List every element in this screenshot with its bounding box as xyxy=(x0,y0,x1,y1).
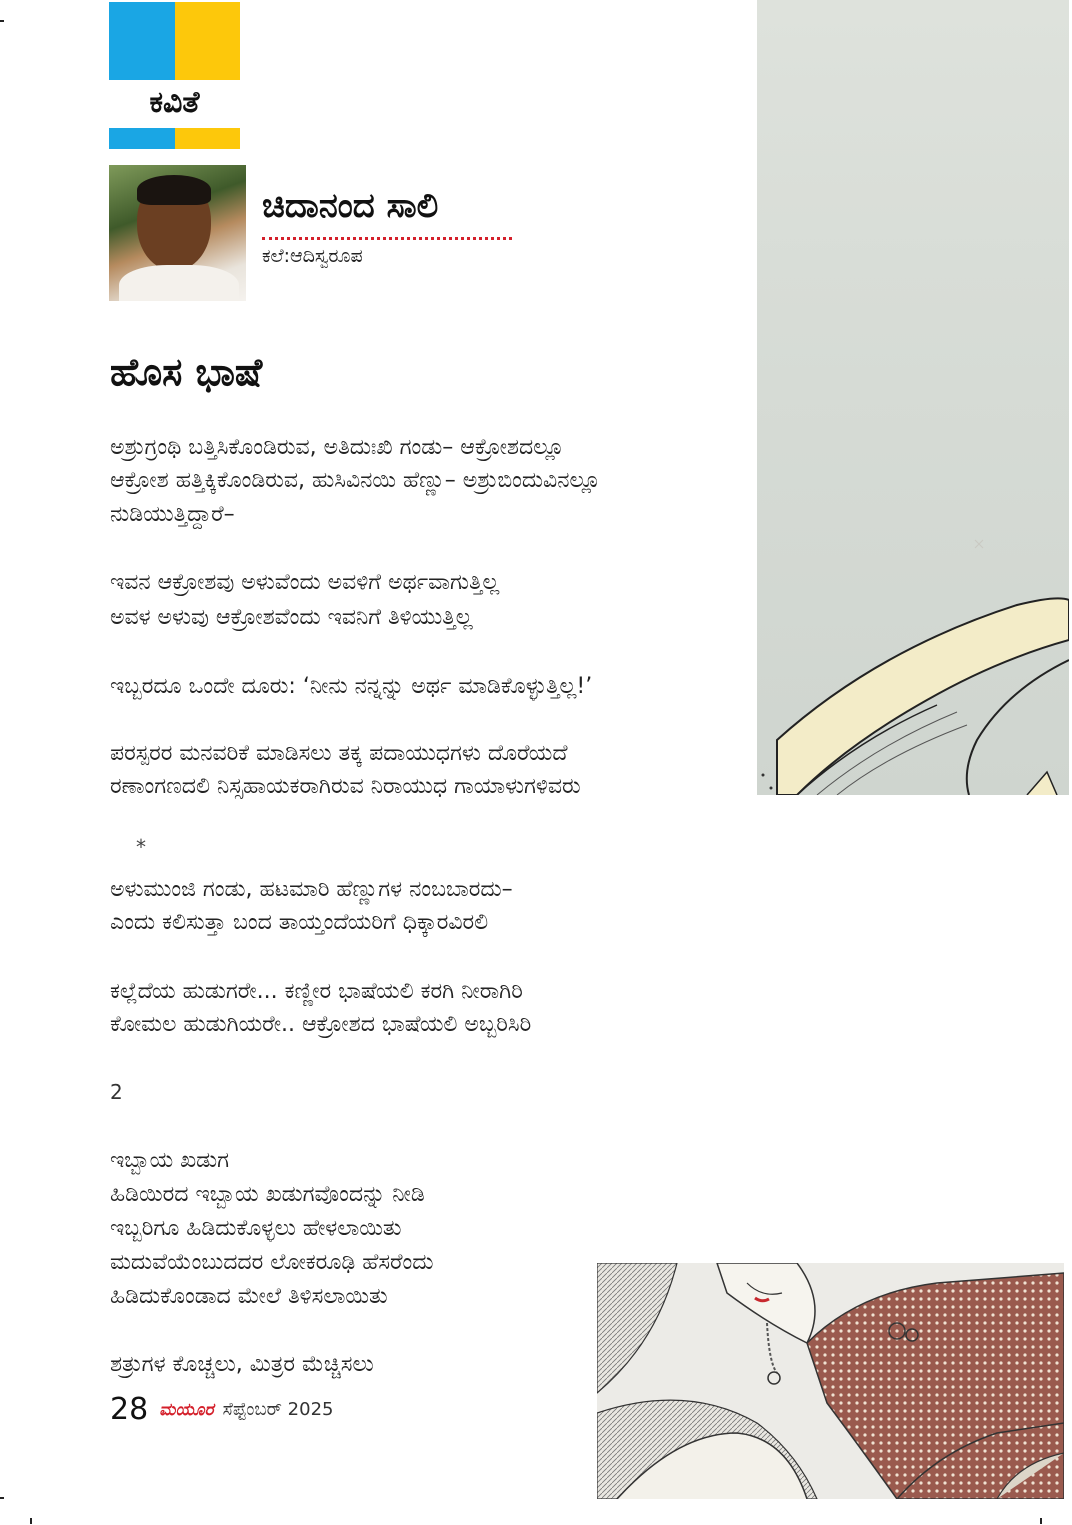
badge-yellow-strip xyxy=(175,128,240,149)
badge-blue-block xyxy=(109,2,175,80)
section-badge-top xyxy=(109,2,240,80)
crop-mark xyxy=(0,20,4,22)
crop-mark xyxy=(1040,1518,1042,1524)
poem-line: ಇವನ ಆಕ್ರೋಶವು ಅಳುವೆಂದು ಅವಳಿಗೆ ಅರ್ಥವಾಗುತ್ತಿಲ್ಲ xyxy=(110,570,500,595)
section-number: 2 xyxy=(110,1080,123,1104)
poem-line: ಪರಸ್ಪರರ ಮನವರಿಕೆ ಮಾಡಿಸಲು ತಕ್ಕ ಪದಾಯುಧಗಳು ದೊರೆಯದೆ xyxy=(110,741,568,766)
badge-blue-strip xyxy=(109,128,175,149)
crop-mark xyxy=(30,1518,32,1524)
poem-line: ಅವಳ ಅಳುವು ಆಕ್ರೋಶವೆಂದು ಇವನಿಗೆ ತಿಳಿಯುತ್ತಿಲ್ಲ xyxy=(110,605,473,630)
illustration-bottom-drawing xyxy=(597,1263,1064,1499)
stanza-separator: * xyxy=(136,835,146,859)
author-shirt xyxy=(119,265,239,301)
poem-line: ಇಬ್ಬರಿಗೂ ಹಿಡಿದುಕೊಳ್ಳಲು ಹೇಳಲಾಯಿತು xyxy=(110,1216,402,1241)
page-number: 28 xyxy=(110,1392,149,1427)
author-name: ಚಿದಾನಂದ ಸಾಲಿ xyxy=(262,186,439,226)
poem-line: ಮದುವೆಯೆಂಬುದದರ ಲೋಕರೂಢಿ ಹೆಸರೆಂದು xyxy=(110,1250,434,1275)
issue-date: ಸೆಪ್ಟೆಂಬರ್ 2025 xyxy=(222,1399,334,1420)
poem-line: ಎಂದು ಕಲಿಸುತ್ತಾ ಬಂದ ತಾಯ್ತಂದೆಯರಿಗೆ ಧಿಕ್ಕಾರವಿರಲಿ xyxy=(110,910,489,935)
author-hair xyxy=(137,175,211,205)
magazine-logo: ಮಯೂರ xyxy=(159,1399,214,1420)
illustration-top-drawing xyxy=(757,0,1069,795)
poem-line: ಕೋಮಲ ಹುಡುಗಿಯರೇ.. ಆಕ್ರೋಶದ ಭಾಷೆಯಲಿ ಅಬ್ಬರಿಸಿರಿ xyxy=(110,1012,532,1037)
art-credit: ಕಲೆ:ಆದಿಸ್ವರೂಪ xyxy=(262,245,363,267)
poem-line: ಹಿಡಿದುಕೊಂಡಾದ ಮೇಲೆ ತಿಳಿಸಲಾಯಿತು xyxy=(110,1284,388,1309)
illustration-top xyxy=(757,0,1069,795)
section-label: ಕವಿತೆ xyxy=(149,85,200,120)
poem-line: ಕಲ್ಲೆದೆಯ ಹುಡುಗರೇ... ಕಣ್ಣೀರ ಭಾಷೆಯಲಿ ಕರಗಿ ನೀರಾಗಿರಿ xyxy=(110,979,523,1004)
poem-title: ಹೊಸ ಭಾಷೆ xyxy=(110,350,263,394)
author-divider xyxy=(262,237,512,240)
poem-line: ಅಶ್ರುಗ್ರಂಥಿ ಬತ್ತಿಸಿಕೊಂಡಿರುವ, ಅತಿದುಃಖಿ ಗಂಡು– ಆಕ್ರೋಶದಲ್ಲೂ xyxy=(110,435,565,460)
poem-line: ಹಿಡಿಯಿರದ ಇಬ್ಬಾಯ ಖಡುಗವೊಂದನ್ನು ನೀಡಿ xyxy=(110,1182,425,1207)
section-badge-bottom xyxy=(109,128,240,149)
poem-line: ಆಕ್ರೋಶ ಹತ್ತಿಕ್ಕಿಕೊಂಡಿರುವ, ಹುಸಿವಿನಯಿ ಹೆಣ್ಣು– ಅಶ್ರುಬಿಂದುವಿನಲ್ಲೂ xyxy=(110,468,601,493)
crop-mark xyxy=(0,1497,4,1499)
poem-line: ರಣಾಂಗಣದಲಿ ನಿಸ್ಸಹಾಯಕರಾಗಿರುವ ನಿರಾಯುಧ ಗಾಯಾಳುಗಳಿವರು xyxy=(110,774,581,799)
page-footer xyxy=(110,1392,333,1427)
illustration-bottom xyxy=(597,1263,1064,1499)
poem-line: ಶತ್ರುಗಳ ಕೊಚ್ಚಲು, ಮಿತ್ರರ ಮೆಚ್ಚಿಸಲು xyxy=(110,1352,374,1377)
poem-line: ಇಬ್ಬರದೂ ಒಂದೇ ದೂರು: ‘ನೀನು ನನ್ನನ್ನು ಅರ್ಥ ಮಾಡಿಕೊಳ್ಳುತ್ತಿಲ್ಲ!’ xyxy=(110,674,593,699)
badge-yellow-block xyxy=(175,2,240,80)
poem-line: ನುಡಿಯುತ್ತಿದ್ದಾರೆ– xyxy=(110,502,235,527)
poem-line: ಅಳುಮುಂಜಿ ಗಂಡು, ಹಟಮಾರಿ ಹೆಣ್ಣುಗಳ ನಂಬಬಾರದು– xyxy=(110,877,513,902)
author-photo xyxy=(109,165,246,301)
poem-line: ಇಬ್ಬಾಯ ಖಡುಗ xyxy=(110,1148,230,1173)
